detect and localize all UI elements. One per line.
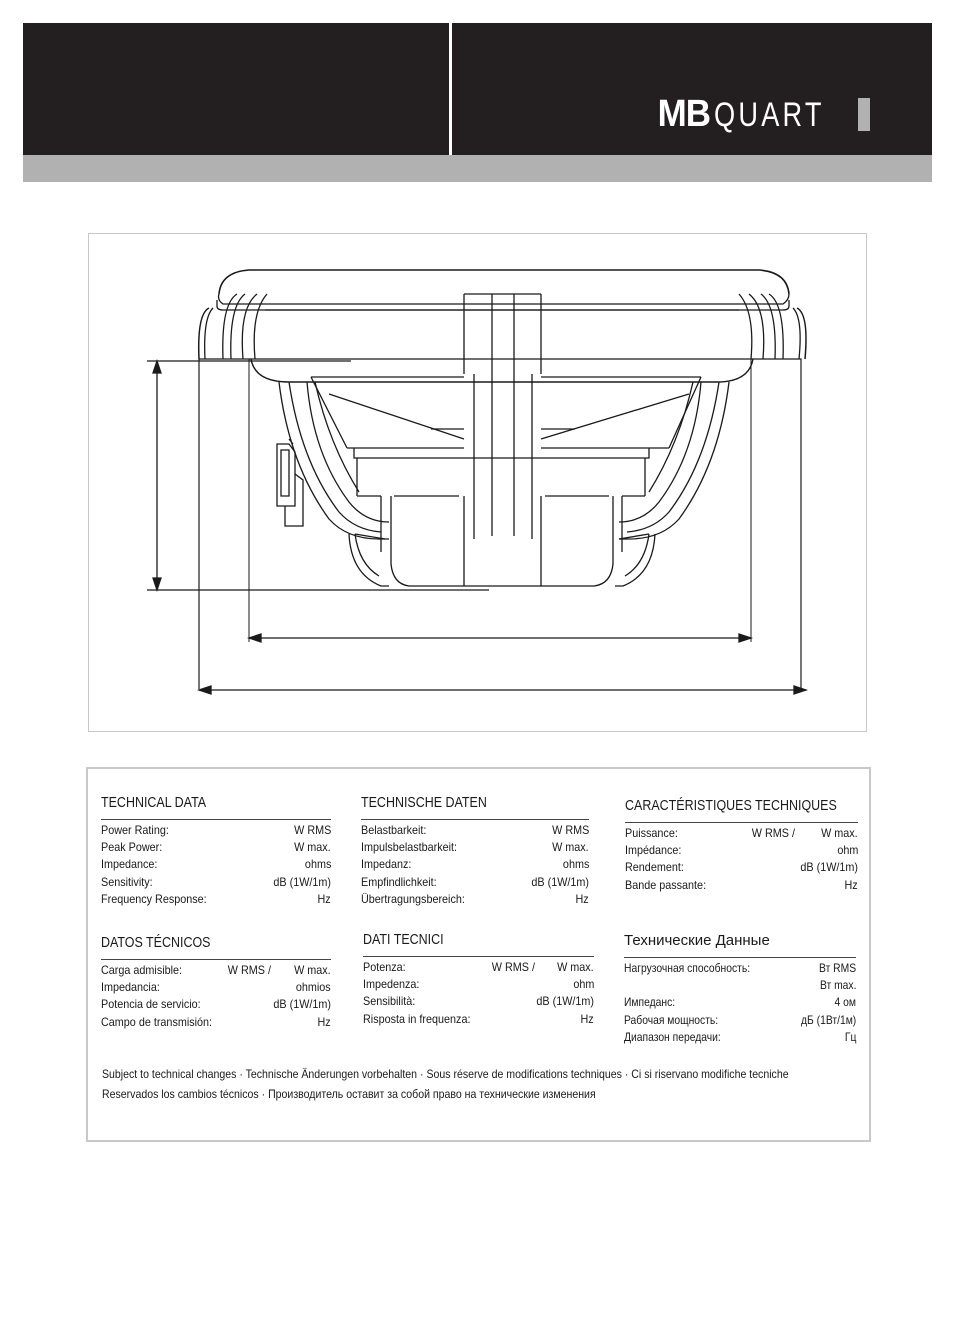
header-panel-left [23,23,449,155]
spec-unit-primary: W RMS / [751,826,795,840]
spec-row [101,840,331,857]
spec-title-de: TECHNISCHE DATEN [361,795,487,811]
spec-unit: Hz [580,1011,594,1026]
spec-label: Bande passante: [625,877,707,892]
spec-label: Potenza: [363,960,406,974]
spec-row [625,843,858,860]
spec-row [624,995,856,1012]
spec-label: Рабочая мощность: [624,1012,719,1027]
spec-unit: W RMS [293,823,331,837]
spec-row [363,1012,594,1029]
spec-unit: W max. [552,840,589,855]
spec-unit: Вт max. [819,978,856,993]
spec-unit: dB (1W/1m) [273,874,331,889]
spec-row [624,961,856,978]
spec-label: Carga admisible: [101,963,183,977]
spec-unit: Hz [317,891,331,906]
spec-label: Диапазон передачи: [624,1029,721,1044]
spec-label: Sensibilità: [363,994,416,1009]
spec-row [363,977,594,994]
spec-label: Impedance: [101,857,158,872]
spec-block-ru [624,932,856,1047]
spec-unit: Hz [575,891,589,906]
spec-unit: dB (1W/1m) [273,997,331,1012]
spec-unit: Гц [844,1029,856,1044]
disclaimer-line-1: Subject to technical changes · Technische Änderungen vorbehalten · Sous réserve de modifications techniques · Ci si riservano modifiche tecniche [102,1067,789,1081]
spec-row [625,860,858,877]
spec-label: Impedanz: [361,857,412,872]
spec-unit: W max. [294,840,331,855]
spec-label: Rendement: [625,860,684,875]
spec-row [101,1015,331,1032]
spec-label: Übertragungsbereich: [361,891,465,906]
spec-block-es [101,935,331,1032]
spec-unit: ohmios [296,980,331,995]
spec-row [625,826,858,843]
spec-title-en: TECHNICAL DATA [101,795,207,811]
spec-row [101,857,331,874]
spec-divider [361,819,589,820]
spec-unit: dB (1W/1m) [800,860,858,875]
spec-row [361,823,589,840]
spec-row [361,840,589,857]
spec-unit: dB (1W/1m) [531,874,589,889]
header-panel-right [452,23,932,155]
speaker-dimension-drawing [88,233,867,732]
spec-label: Impulsbelastbarkeit: [361,840,458,855]
spec-label: Power Rating: [101,823,169,837]
brand-logo-light: QUART [713,96,825,134]
spec-row [101,963,331,980]
spec-row [101,875,331,892]
spec-unit-primary: W RMS / [227,963,271,977]
disclaimer-line-2: Reservados los cambios técnicos · Производитель оставит за собой право на технические изменения [102,1087,596,1101]
spec-unit: W max. [294,963,331,977]
spec-label: Impedancia: [101,980,160,995]
spec-divider [101,819,331,820]
spec-label: Campo de transmisión: [101,1014,213,1029]
spec-unit: Вт RMS [818,961,856,975]
brand-logo-bold: MB [657,93,710,135]
spec-title-it: DATI TECNICI [363,932,444,948]
spec-unit: ohm [836,843,858,858]
spec-row [101,823,331,840]
brand-logo-block [858,98,870,131]
spec-divider [624,957,856,958]
spec-unit: W max. [821,826,858,840]
spec-unit: ohms [304,857,331,872]
spec-block-fr [625,798,858,895]
spec-row [363,994,594,1011]
spec-unit: dB (1W/1m) [536,994,594,1009]
spec-label: Impédance: [625,843,682,858]
spec-label: Empfindlichkeit: [361,874,437,889]
spec-row [361,857,589,874]
spec-label: Импеданс: [624,995,676,1010]
technical-specs-panel [86,767,871,1142]
spec-row [624,1030,856,1047]
speaker-drawing-svg [89,234,866,731]
spec-title-ru: Технические Данные [624,932,770,949]
spec-row [101,892,331,909]
spec-row [363,960,594,977]
spec-divider [625,822,858,823]
spec-row [361,892,589,909]
spec-label: Puissance: [625,826,678,840]
spec-row [101,980,331,997]
spec-unit-primary: W RMS / [491,960,535,974]
spec-title-fr: CARACTÉRISTIQUES TECHNIQUES [625,798,837,814]
spec-title-es: DATOS TÉCNICOS [101,935,211,951]
spec-unit: ohm [572,977,594,992]
spec-divider [363,956,594,957]
spec-label: Risposta in frequenza: [363,1011,471,1026]
spec-label: Frequency Response: [101,891,207,906]
spec-unit: Hz [844,877,858,892]
spec-row [361,875,589,892]
spec-unit: W max. [557,960,594,974]
spec-label: Sensitivity: [101,874,153,889]
header-accent-bar [23,155,932,182]
spec-row [624,1013,856,1030]
spec-label: Belastbarkeit: [361,823,427,837]
spec-label: Peak Power: [101,840,163,855]
spec-row [101,997,331,1014]
spec-divider [101,959,331,960]
spec-unit: W RMS [551,823,589,837]
spec-unit: ohms [562,857,589,872]
spec-unit: дБ (1Вт/1м) [800,1012,856,1027]
spec-block-de [361,795,589,909]
spec-block-it [363,932,594,1029]
spec-label: Нагрузочная способность: [624,961,751,975]
spec-unit: Hz [317,1014,331,1029]
spec-row [624,978,856,995]
spec-block-en [101,795,331,909]
brand-logo [653,93,871,133]
spec-label: Potencia de servicio: [101,997,201,1012]
spec-label: Impedenza: [363,977,420,992]
spec-unit: 4 ом [834,995,856,1010]
spec-row [625,878,858,895]
